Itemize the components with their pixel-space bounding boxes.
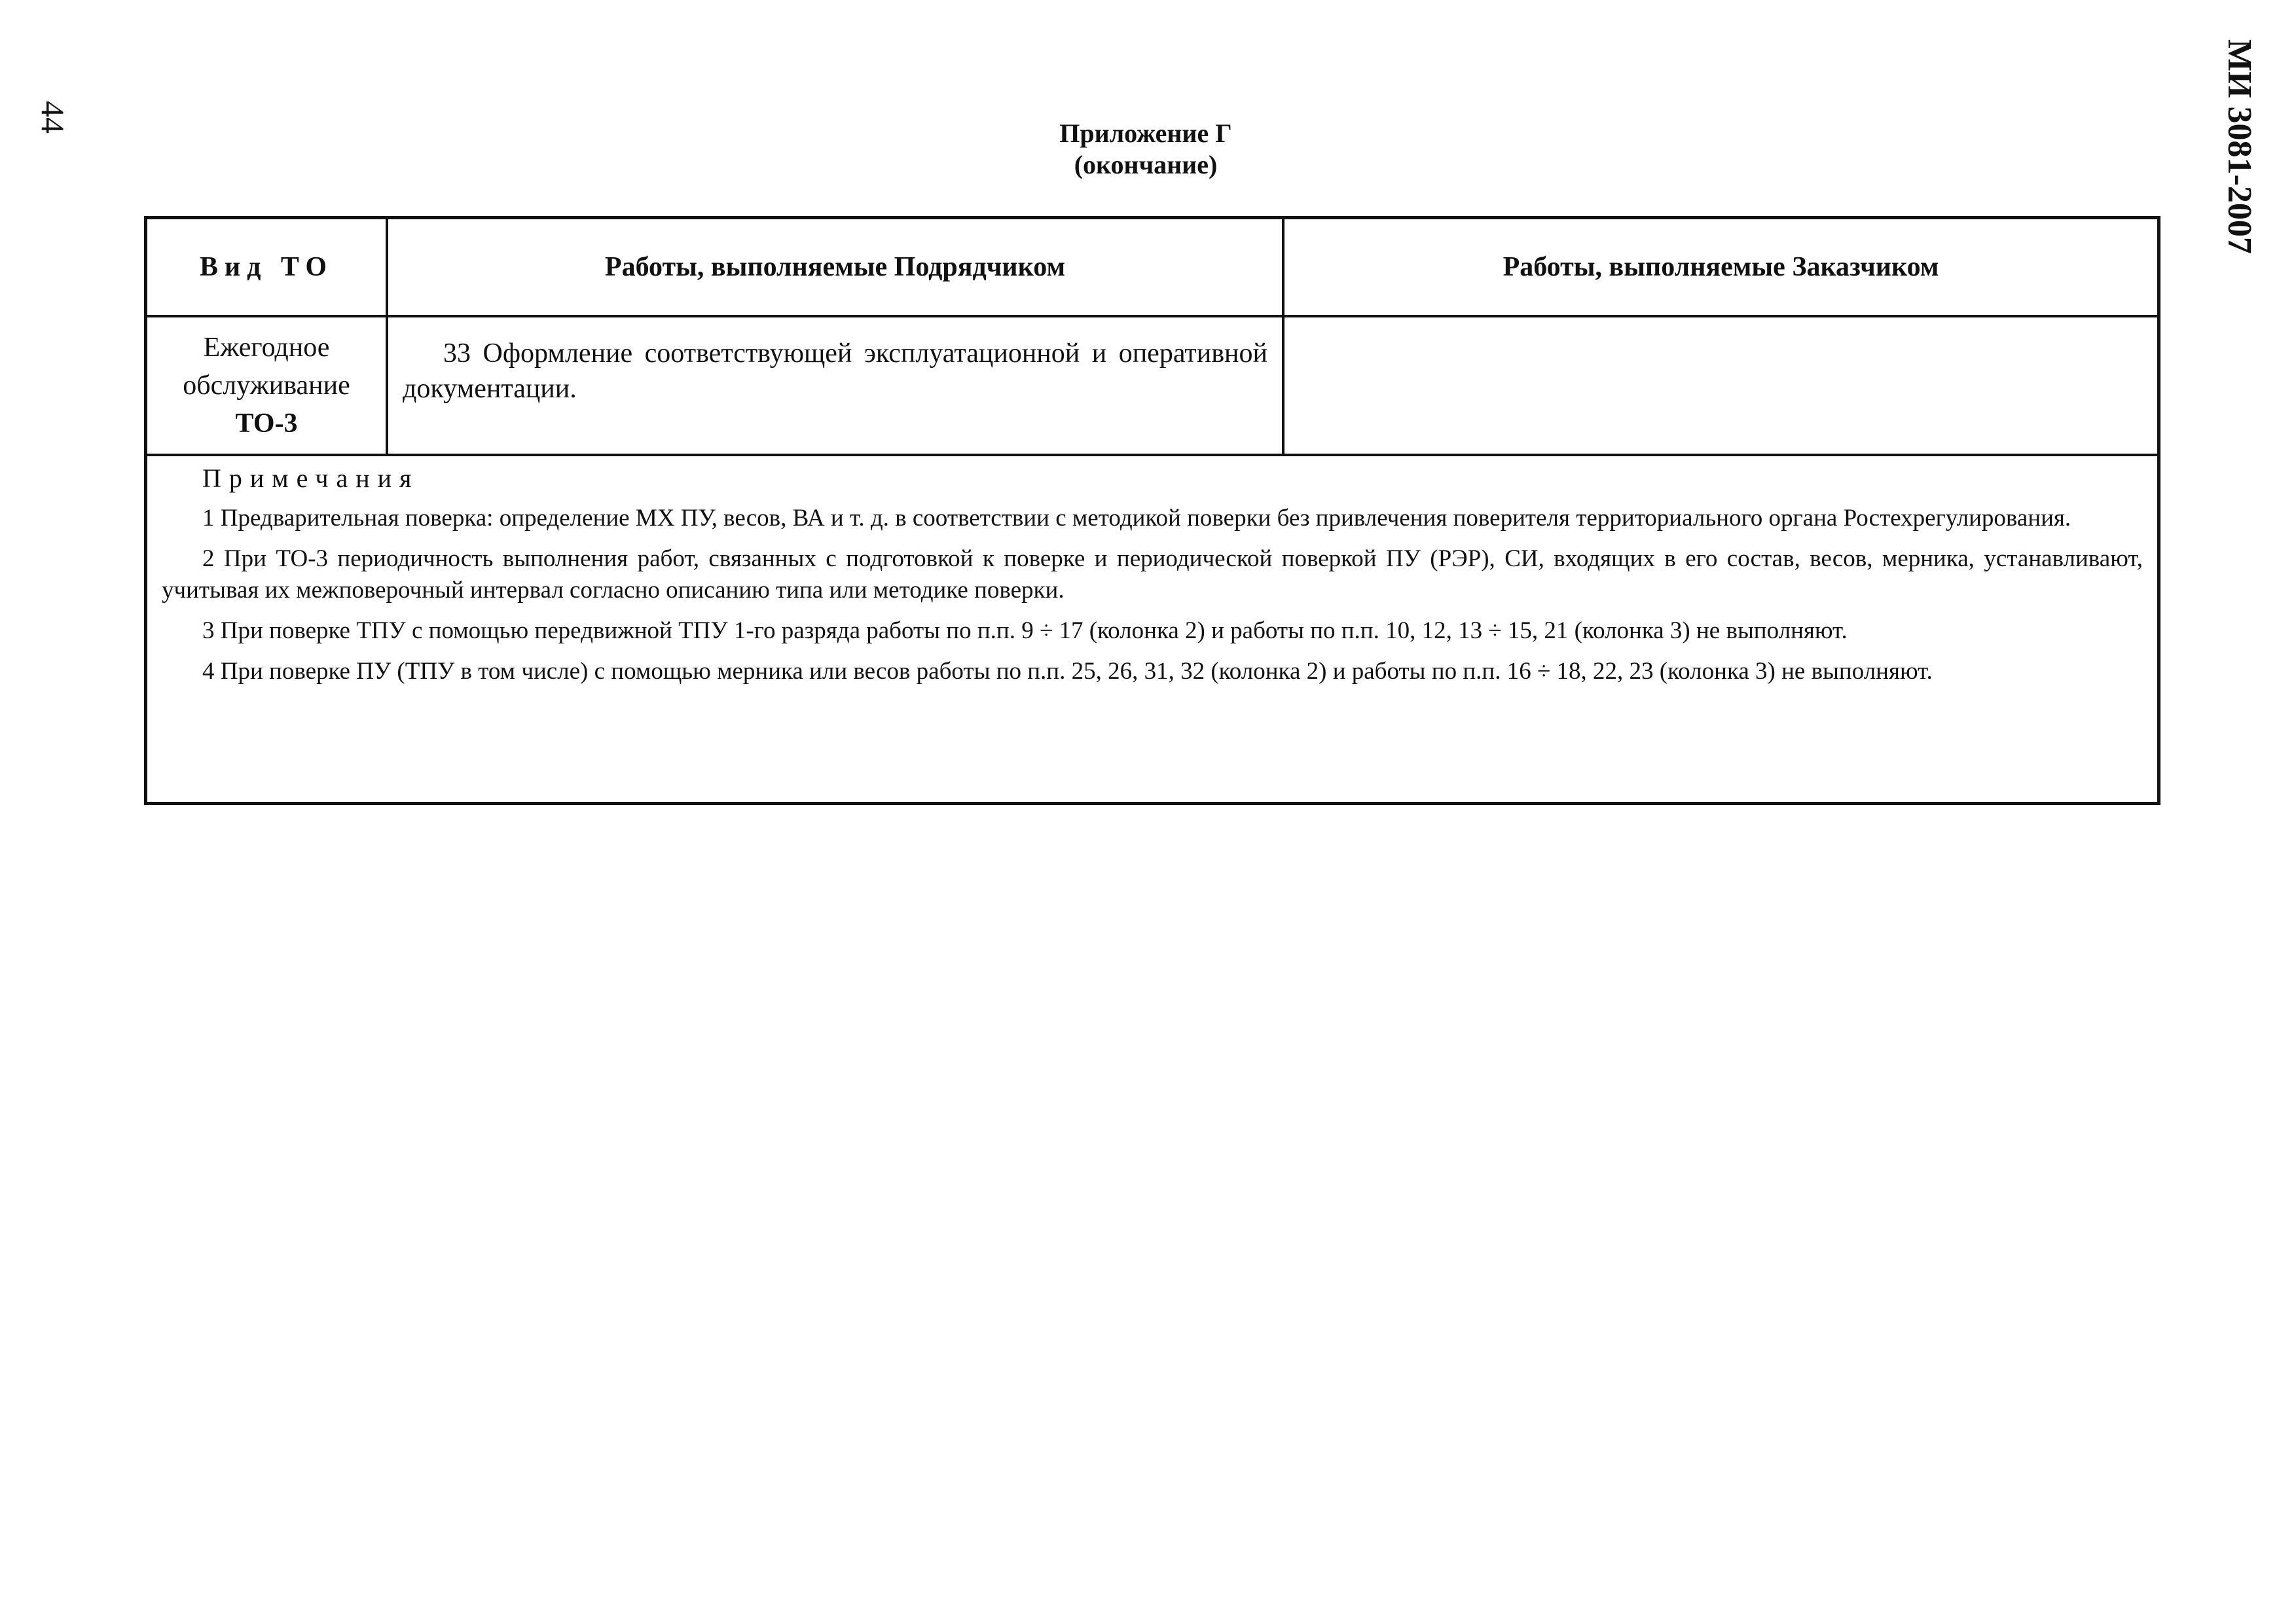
row-customer-cell — [1285, 317, 2157, 454]
header-cell-customer — [1285, 219, 2157, 315]
header-type-label: Вид ТО — [199, 252, 334, 282]
type-line-2: обслуживание — [183, 370, 350, 401]
header-contractor-label: Работы, выполняемые Подрядчиком — [604, 252, 1066, 282]
notes-section — [147, 456, 2157, 696]
table-header-row — [147, 219, 2157, 317]
header-cell-contractor — [388, 219, 1285, 315]
header-cell-type — [147, 219, 388, 315]
type-line-1: Ежегодное — [203, 333, 330, 363]
note-item: 3 При поверке ТПУ с помощью передвижной ТПУ 1-го разряда работы по п.п. 9 ÷ 17 (колонка 2) и работы по п.п. 10, 12, 13 ÷ 15, 21 (колонка 3) не выполняют. — [202, 617, 1848, 644]
contractor-work-text: 33 Оформление соответствующей эксплуатационной и оперативной документации. — [403, 338, 1267, 404]
maintenance-table — [144, 216, 2160, 805]
appendix-title: Приложение Г — [1059, 118, 1232, 148]
notes-heading: Примечания — [202, 463, 420, 493]
note-item: 1 Предварительная поверка: определение МХ ПУ, весов, ВА и т. д. в соответствии с методикой поверки без привлечения поверителя территориального органа Ростехрегулирования. — [202, 505, 2071, 532]
header-customer-label: Работы, выполняемые Заказчиком — [1503, 252, 1939, 282]
appendix-subtitle: (окончание) — [1074, 150, 1218, 179]
note-item: 4 При поверке ПУ (ТПУ в том числе) с помощью мерника или весов работы по п.п. 25, 26, 31, 32 (колонка 2) и работы по п.п. 16 ÷ 18, 22, 23 (колонка 3) не выполняют. — [202, 658, 1933, 685]
table-row — [147, 317, 2157, 456]
document-code: МИ 3081-2007 — [2221, 39, 2258, 254]
appendix-heading — [949, 118, 1342, 181]
row-contractor-cell — [388, 317, 1285, 454]
page-number: 44 — [35, 101, 71, 134]
note-item: 2 При ТО-3 периодичность выполнения работ, связанных с подготовкой к поверке и периодической поверкой ПУ (РЭР), СИ, входящих в его состав, весов, мерника, устанавливают, учитывая их межповерочный интервал согласно описанию типа или методике поверки. — [162, 545, 2143, 604]
type-line-3: ТО-3 — [235, 408, 298, 439]
row-type-cell — [147, 317, 388, 454]
